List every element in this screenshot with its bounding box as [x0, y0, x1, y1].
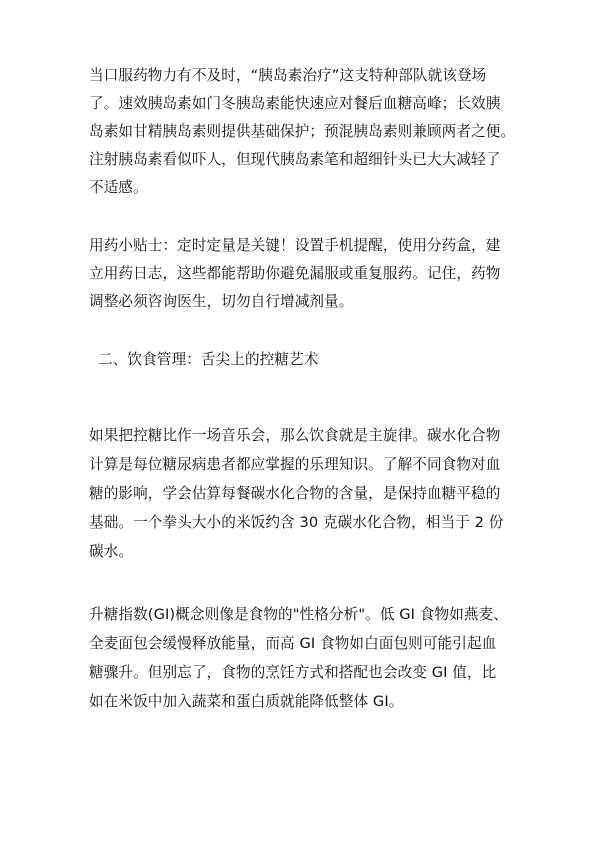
text-line: 如果把控糖比作一场音乐会，那么饮食就是主旋律。碳水化合物 [89, 427, 501, 444]
text-line: 全麦面包会缓慢释放能量，而高 GI 食物如白面包则可能引起血 [89, 635, 497, 652]
text-line: 了。速效胰岛素如门冬胰岛素能快速应对餐后血糖高峰；长效胰 [89, 95, 501, 112]
text-line: 碳水。 [89, 543, 134, 560]
text-line: 注射胰岛素看似吓人，但现代胰岛素笔和超细针头已大大减轻了 [89, 151, 501, 168]
text-line: 基础。一个拳头大小的米饭约含 30 克碳水化合物，相当于 2 份 [89, 514, 504, 531]
text-line: 用药小贴士：定时定量是关键！设置手机提醒，使用分药盒，建 [89, 237, 501, 254]
text-line: 不适感。 [89, 179, 148, 196]
text-line: 岛素如甘精胰岛素则提供基础保护；预混胰岛素则兼顾两者之便。 [89, 123, 516, 140]
text-line: 糖的影响，学会估算每餐碳水化合物的含量，是保持血糖平稳的 [89, 485, 501, 502]
text-line: 调整必须咨询医生，切勿自行增减剂量。 [89, 293, 354, 310]
text-line: 如在米饭中加入蔬菜和蛋白质就能降低整体 GI。 [89, 693, 404, 710]
text-line: 计算是每位糖尿病患者都应掌握的乐理知识。了解不同食物对血 [89, 456, 501, 473]
section-heading: 二、饮食管理：舌尖上的控糖艺术 [98, 351, 319, 368]
text-line: 立用药日志，这些都能帮助你避免漏服或重复服药。记住，药物 [89, 265, 501, 282]
text-line: 当口服药物力有不及时，“胰岛素治疗”这支特种部队就该登场 [89, 67, 487, 84]
text-line: 升糖指数(GI)概念则像是食物的"性格分析"。低 GI 食物如燕麦、 [89, 606, 508, 623]
text-line: 糖骤升。但别忘了，食物的烹饪方式和搭配也会改变 GI 值，比 [89, 664, 497, 681]
